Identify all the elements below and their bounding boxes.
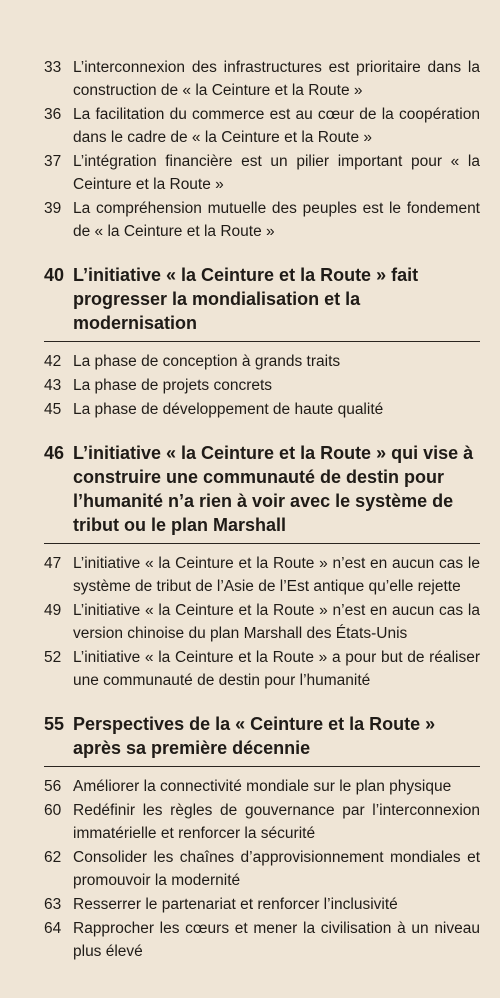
toc-entry [44,350,480,373]
intro-entries [44,56,480,243]
entry-title: L’initiative « la Ceinture et la Route » a pour but de réaliser une communauté de destin pour l’humanité [73,649,480,689]
entry-page-number: 43 [44,377,62,394]
toc-entry [44,846,480,892]
entry-page-number: 52 [44,649,62,666]
entry-title: Redéfinir les règles de gouvernance par l’interconnexion immatérielle et renforcer la sécurité [73,802,480,842]
entry-title: L’interconnexion des infrastructures est prioritaire dans la construction de « la Ceinture et la Route » [73,59,480,99]
toc-entry [44,56,480,102]
entry-title: L’initiative « la Ceinture et la Route » n’est en aucun cas le système de tribut de l’Asie de l’Est antique qu’elle rejette [73,555,480,595]
section-entries [44,350,480,421]
entry-page-number: 62 [44,849,62,866]
toc-entry [44,398,480,421]
section-page-number: 40 [44,265,65,285]
entry-title: La compréhension mutuelle des peuples est le fondement de « la Ceinture et la Route » [73,200,480,240]
entry-page-number: 36 [44,106,62,123]
toc-entry [44,197,480,243]
toc-entry [44,103,480,149]
entry-title: Resserrer le partenariat et renforcer l’inclusivité [73,896,398,913]
entry-title: Consolider les chaînes d’approvisionnement mondiales et promouvoir la modernité [73,849,480,889]
section-entries [44,552,480,692]
toc-entry [44,599,480,645]
toc-entry [44,374,480,397]
section-title: L’initiative « la Ceinture et la Route » fait progresser la mondialisation et la modernisation [73,265,419,333]
entry-title: La phase de projets concrets [73,377,273,394]
entry-page-number: 56 [44,778,62,795]
section-heading [44,263,480,342]
section-title: L’initiative « la Ceinture et la Route » qui vise à construire une communauté de destin pour l’humanité n’a rien à voir avec le système de tribut ou le plan Marshall [73,443,474,535]
entry-title: La facilitation du commerce est au cœur de la coopération dans le cadre de « la Ceinture et la Route » [73,106,480,146]
entry-title: La phase de conception à grands traits [73,353,341,370]
toc-entry [44,646,480,692]
toc-entry [44,775,480,798]
section-heading [44,712,480,767]
entry-page-number: 60 [44,802,62,819]
section-page-number: 46 [44,443,65,463]
entry-page-number: 63 [44,896,62,913]
section-page-number: 55 [44,714,65,734]
toc-entry [44,917,480,963]
toc-entry [44,150,480,196]
entry-title: La phase de développement de haute qualité [73,401,384,418]
section-title: Perspectives de la « Ceinture et la Route » après sa première décennie [73,714,436,758]
entry-page-number: 33 [44,59,62,76]
entry-title: L’intégration financière est un pilier important pour « la Ceinture et la Route » [73,153,480,193]
entry-page-number: 37 [44,153,62,170]
entry-page-number: 39 [44,200,62,217]
section-heading [44,441,480,544]
entry-title: L’initiative « la Ceinture et la Route » n’est en aucun cas la version chinoise du plan Marshall des États-Unis [73,602,480,642]
toc-entry [44,552,480,598]
entry-title: Améliorer la connectivité mondiale sur le plan physique [73,778,452,795]
entry-page-number: 42 [44,353,62,370]
entry-title: Rapprocher les cœurs et mener la civilisation à un niveau plus élevé [73,920,480,960]
entry-page-number: 49 [44,602,62,619]
entry-page-number: 47 [44,555,62,572]
section-entries [44,775,480,963]
toc-entry [44,893,480,916]
toc-entry [44,799,480,845]
entry-page-number: 45 [44,401,62,418]
entry-page-number: 64 [44,920,62,937]
